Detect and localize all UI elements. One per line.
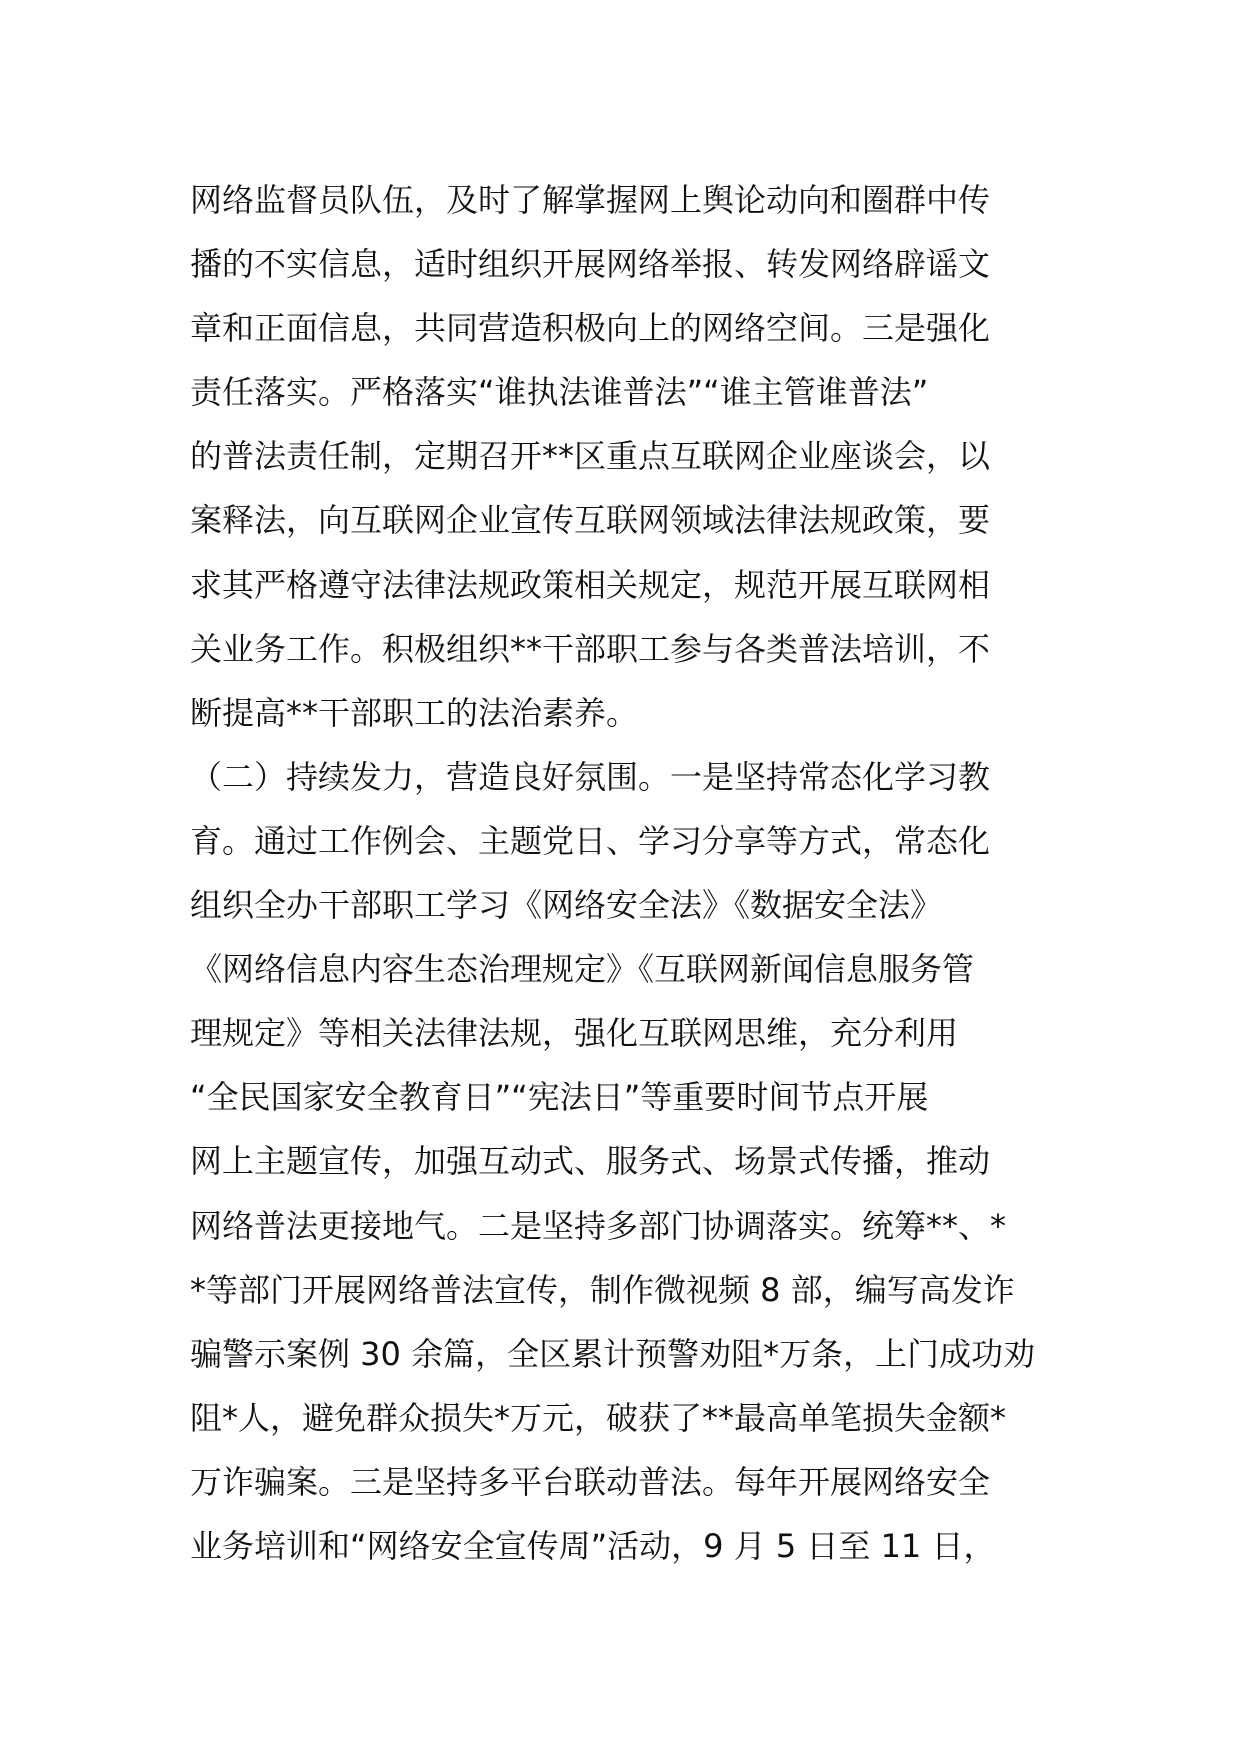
- text-line: 播的不实信息，适时组织开展网络举报、转发网络辟谣文: [190, 245, 991, 284]
- text-line: “全民国家安全教育日”“宪法日”等重要时间节点开展: [190, 1078, 929, 1117]
- text-line: 《网络信息内容生态治理规定》《互联网新闻信息服务管: [190, 950, 975, 989]
- text-line: 案释法，向互联网企业宣传互联网领域法律法规政策，要: [190, 501, 991, 540]
- text-line: 求其严格遵守法律法规政策相关规定，规范开展互联网相: [190, 565, 991, 604]
- text-line: 阻*人，避免群众损失*万元，破获了**最高单笔损失金额*: [190, 1398, 1007, 1437]
- text-line: 的普法责任制，定期召开**区重点互联网企业座谈会，以: [190, 437, 991, 476]
- text-line: 章和正面信息，共同营造积极向上的网络空间。三是强化: [190, 309, 991, 348]
- text-line: 理规定》等相关法律法规，强化互联网思维，充分利用: [190, 1014, 959, 1053]
- text-line: 责任落实。严格落实“谁执法谁普法”“谁主管谁普法”: [190, 373, 929, 412]
- text-line: 业务培训和“网络安全宣传周”活动，9 月 5 日至 11 日，: [190, 1526, 996, 1565]
- text-line: 骗警示案例 30 余篇，全区累计预警劝阻*万条，上门成功劝: [190, 1334, 1036, 1373]
- text-line: 万诈骗案。三是坚持多平台联动普法。每年开展网络安全: [190, 1462, 991, 1501]
- text-line: 育。通过工作例会、主题党日、学习分享等方式，常态化: [190, 821, 991, 860]
- text-line: 网络监督员队伍，及时了解掌握网上舆论动向和圈群中传: [190, 181, 991, 219]
- text-line: 关业务工作。积极组织**干部职工参与各类普法培训，不: [190, 629, 991, 668]
- text-line: 网上主题宣传，加强互动式、服务式、场景式传播，推动: [190, 1142, 991, 1181]
- text-line: 断提高**干部职工的法治素养。: [190, 693, 639, 732]
- text-line: *等部门开展网络普法宣传，制作微视频 8 部，编写高发诈: [190, 1270, 1015, 1309]
- body-text: [190, 168, 1060, 1578]
- text-line: 网络普法更接地气。二是坚持多部门协调落实。统筹**、*: [190, 1206, 1007, 1245]
- text-line: 组织全办干部职工学习《网络安全法》《数据安全法》: [190, 886, 943, 925]
- section-heading-line: （二）持续发力，营造良好氛围。一是坚持常态化学习教: [190, 757, 991, 796]
